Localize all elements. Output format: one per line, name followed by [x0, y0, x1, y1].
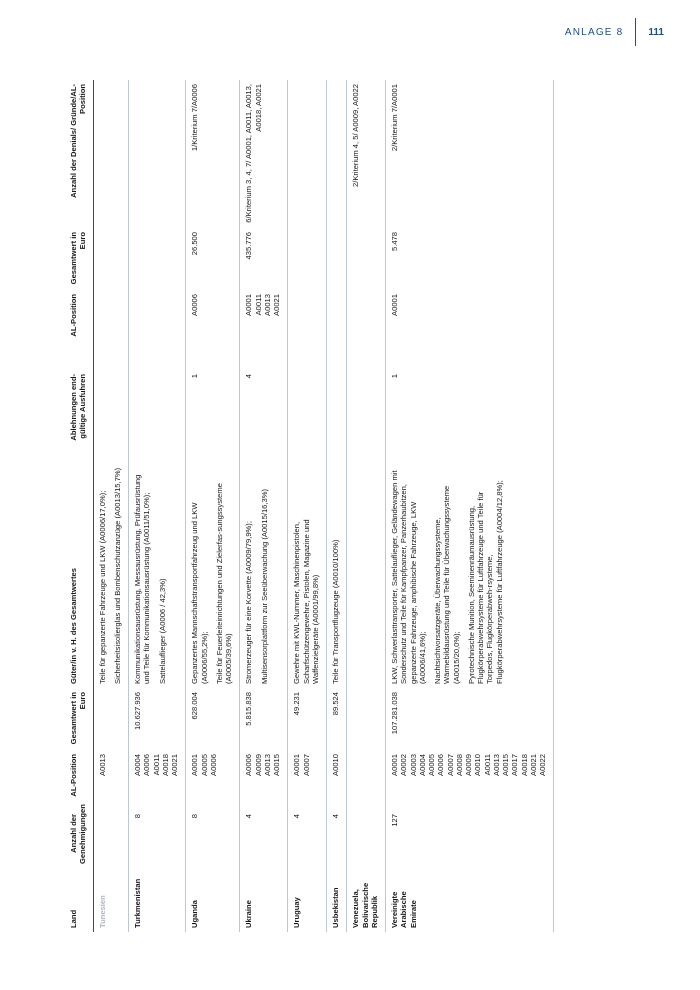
header-divider	[635, 18, 636, 46]
al-code: A0001	[190, 754, 200, 776]
al-code: A0009	[253, 754, 263, 776]
page-number: 111	[648, 26, 664, 38]
goods-entry: Kommunikationsausrüstung, Messausrüstung, Prüfausrüstung und Teile für Kommunikationsausrüstung (A0011/51,0%);	[133, 474, 152, 684]
al-code: A0015	[272, 754, 281, 776]
denials-cell	[327, 370, 347, 460]
goods-cell	[386, 460, 554, 688]
denial-code: A0001	[244, 294, 254, 316]
al-position-cell	[386, 750, 554, 810]
country-cell: Usbekistan	[327, 868, 347, 932]
rotated-table-container	[66, 80, 626, 932]
denial-al-position-cell	[240, 290, 288, 370]
export-table	[66, 80, 554, 932]
goods-entry: Stromerzeuger für eine Korvette (A0009/79,9%);	[244, 521, 254, 684]
al-position-cell	[240, 750, 288, 810]
goods-cell	[186, 460, 240, 688]
denial-reasons-cell	[93, 80, 129, 228]
denial-al-position-cell	[129, 290, 186, 370]
goods-entry: Gewehre mit KWL-Nummer, Maschinenpistolen, Scharfschützengewehre, Pistolen, Magazine und Waffenzielgeräte (A0001/99,8%)	[292, 519, 320, 684]
table-header-row	[66, 80, 93, 932]
count-cell: 4	[240, 810, 288, 868]
country-cell: Turkmenistan	[129, 868, 186, 932]
al-position-cell	[288, 750, 327, 810]
al-code: A0013	[262, 754, 272, 776]
denial-reasons-cell	[327, 80, 347, 228]
col-denial-value: Gesamtwert in Euro	[66, 228, 93, 290]
goods-entry: Multisensorplattform zur Seeüberwachung (A0015/16,3%)	[259, 488, 269, 684]
denial-value-cell	[129, 228, 186, 290]
al-code: A0013	[97, 754, 107, 776]
table-row	[327, 80, 347, 932]
country-cell: Vereinigte Arabische Emirate	[386, 868, 554, 932]
country-cell: Tunesien	[93, 868, 129, 932]
denials-cell	[93, 370, 129, 460]
al-code: A0002	[399, 754, 409, 776]
al-code: A0006	[142, 754, 152, 776]
total-value-cell: 10.627.936	[129, 688, 186, 750]
denial-value-cell: 435.776	[240, 228, 288, 290]
table-row	[386, 80, 554, 932]
col-count: Anzahl der Genehmigungen	[66, 810, 93, 868]
annex-label: ANLAGE 8	[564, 26, 624, 38]
al-code: A0018	[160, 754, 170, 776]
denials-cell: 1	[186, 370, 240, 460]
al-code: A0013	[491, 754, 501, 776]
denial-code: A0011	[253, 294, 263, 316]
goods-entry: Pyrotechnische Munition, Seeminenräumausrüstung, Flugkörperabwehrsysteme für Luftfahrzeuge und Teile für Torpedos, Flugkörperabweh-rsysteme, Flugkörperabwehrsysteme für Luftfahrzeuge (A0004/12,8%);	[466, 480, 504, 684]
goods-cell	[347, 460, 386, 688]
country-cell: Ukraine	[240, 868, 288, 932]
goods-entry: Sattelauflieger (A0006 / 42,3%)	[157, 578, 167, 684]
denial-al-position-cell	[288, 290, 327, 370]
al-code: A0017	[510, 754, 520, 776]
denial-reasons-cell: 6/Kriterium 3, 4, 7/ A0001, A0011, A0013, A0018, A0021	[240, 80, 288, 228]
denials-cell	[129, 370, 186, 460]
denial-value-cell	[327, 228, 347, 290]
goods-cell	[327, 460, 347, 688]
denial-reasons-cell	[129, 80, 186, 228]
al-position-cell	[129, 750, 186, 810]
denial-code: A0013	[262, 294, 272, 316]
al-code: A0005	[199, 754, 209, 776]
count-cell: 8	[186, 810, 240, 868]
denial-reasons-cell	[288, 80, 327, 228]
total-value-cell: 5.815.838	[240, 688, 288, 750]
table-row	[288, 80, 327, 932]
total-value-cell: 89.524	[327, 688, 347, 750]
denial-value-cell	[347, 228, 386, 290]
denial-al-position-cell	[186, 290, 240, 370]
table-row	[240, 80, 288, 932]
al-position-cell	[93, 750, 129, 810]
table-row	[129, 80, 186, 932]
denial-code: A0021	[272, 294, 281, 316]
denial-value-cell	[93, 228, 129, 290]
al-code: A0015	[501, 754, 510, 776]
col-goods: Güter/in v. H. des Gesamtwertes	[66, 460, 93, 688]
count-cell	[93, 810, 129, 868]
al-code: A0022	[538, 754, 547, 776]
al-code: A0005	[427, 754, 436, 776]
total-value-cell	[93, 688, 129, 750]
denials-cell: 1	[386, 370, 554, 460]
col-denial-reasons: Anzahl der Denials/ Gründe/AL-Position	[66, 80, 93, 228]
al-code: A0006	[436, 754, 446, 776]
denial-value-cell: 5.478	[386, 228, 554, 290]
denial-al-position-cell	[93, 290, 129, 370]
al-code: A0004	[133, 754, 142, 776]
denial-value-cell: 26.500	[186, 228, 240, 290]
al-code: A0011	[482, 754, 492, 776]
goods-entry: Gepanzertes Mannschaftstransportfahrzeug und LKW (A0006/55,2%);	[190, 502, 209, 684]
al-position-cell	[186, 750, 240, 810]
col-al-position: AL-Position	[66, 750, 93, 810]
goods-cell	[240, 460, 288, 688]
goods-entry: Teile für gepanzerte Fahrzeuge und LKW (A0006/17,0%);	[97, 490, 107, 684]
denial-value-cell	[288, 228, 327, 290]
denials-cell: 4	[240, 370, 288, 460]
al-code: A0007	[301, 754, 311, 776]
country-cell: Uganda	[186, 868, 240, 932]
al-code: A0006	[208, 754, 218, 776]
goods-entry: Teile für Transportflugzeuge (A0010/100%)	[331, 539, 340, 684]
al-code: A0021	[170, 754, 179, 776]
denial-al-position-cell	[386, 290, 554, 370]
denial-al-position-cell	[347, 290, 386, 370]
denial-reasons-cell: 2/Kriterium 7/A0001	[386, 80, 554, 228]
denial-code: A0006	[190, 294, 200, 316]
al-code: A0011	[151, 754, 161, 776]
count-cell: 8	[129, 810, 186, 868]
al-code: A0021	[528, 754, 538, 776]
count-cell: 4	[288, 810, 327, 868]
page-header	[565, 18, 664, 46]
count-cell: 127	[386, 810, 554, 868]
col-total-value: Gesamtwert in Euro	[66, 688, 93, 750]
col-country: Land	[66, 868, 93, 932]
count-cell: 4	[327, 810, 347, 868]
table-row	[93, 80, 129, 932]
al-code: A0009	[464, 754, 473, 776]
denial-al-position-cell	[327, 290, 347, 370]
al-code: A0001	[390, 754, 399, 776]
table-row	[347, 80, 386, 932]
denial-reasons-cell: 2/Kriterium 4, 5/ A0009, A0022	[347, 80, 386, 228]
denial-reasons-cell: 1/Kriterium 7/A0006	[186, 80, 240, 228]
country-cell: Venezuela, Bolivarische Republik	[347, 868, 386, 932]
goods-cell	[288, 460, 327, 688]
table-body	[93, 80, 554, 932]
table-row	[186, 80, 240, 932]
goods-cell	[93, 460, 129, 688]
denials-cell	[288, 370, 327, 460]
al-position-cell	[327, 750, 347, 810]
al-code: A0008	[454, 754, 464, 776]
country-cell: Uruguay	[288, 868, 327, 932]
al-code: A0018	[519, 754, 529, 776]
goods-entry: Teile für Feuerleiteinrichtungen und Zielerfas-sungssysteme (A0005/39,6%)	[214, 483, 233, 684]
goods-entry: Nachtsichtvorsatzgeräte, Überwachungssysteme, Wärmebildausrüstung und Teile für Überwachungssysteme (A0015/20,0%);	[433, 485, 461, 684]
al-code: A0006	[244, 754, 254, 776]
denials-cell	[347, 370, 386, 460]
count-cell	[347, 810, 386, 868]
al-code: A0001	[292, 754, 302, 776]
al-code: A0010	[331, 754, 340, 776]
col-denial-al-position: AL-Position	[66, 290, 93, 370]
denial-code: A0001	[390, 294, 399, 316]
al-code: A0003	[408, 754, 418, 776]
al-code: A0010	[473, 754, 483, 776]
total-value-cell: 628.004	[186, 688, 240, 750]
al-position-cell	[347, 750, 386, 810]
al-code: A0007	[445, 754, 455, 776]
goods-cell	[129, 460, 186, 688]
goods-entry: LKW, Schwerlasttransporter, Sattelauflieger, Geländewagen mit Sonderschutz und Teile für Kampfpanzer, Panzerhaubitzen, gepanzerte Fahrzeuge, amphibische Fahrzeuge, LKW (A0006/41,6%);	[390, 470, 427, 684]
total-value-cell: 107.281.038	[386, 688, 554, 750]
total-value-cell	[347, 688, 386, 750]
goods-entry: Sicherheitsisolierglas und Bombenschutzanzüge (A0013/15,7%)	[112, 467, 122, 684]
al-code: A0004	[417, 754, 427, 776]
col-denials: Ablehnungen end-gültige Ausfuhren	[66, 370, 93, 460]
total-value-cell: 49.231	[288, 688, 327, 750]
